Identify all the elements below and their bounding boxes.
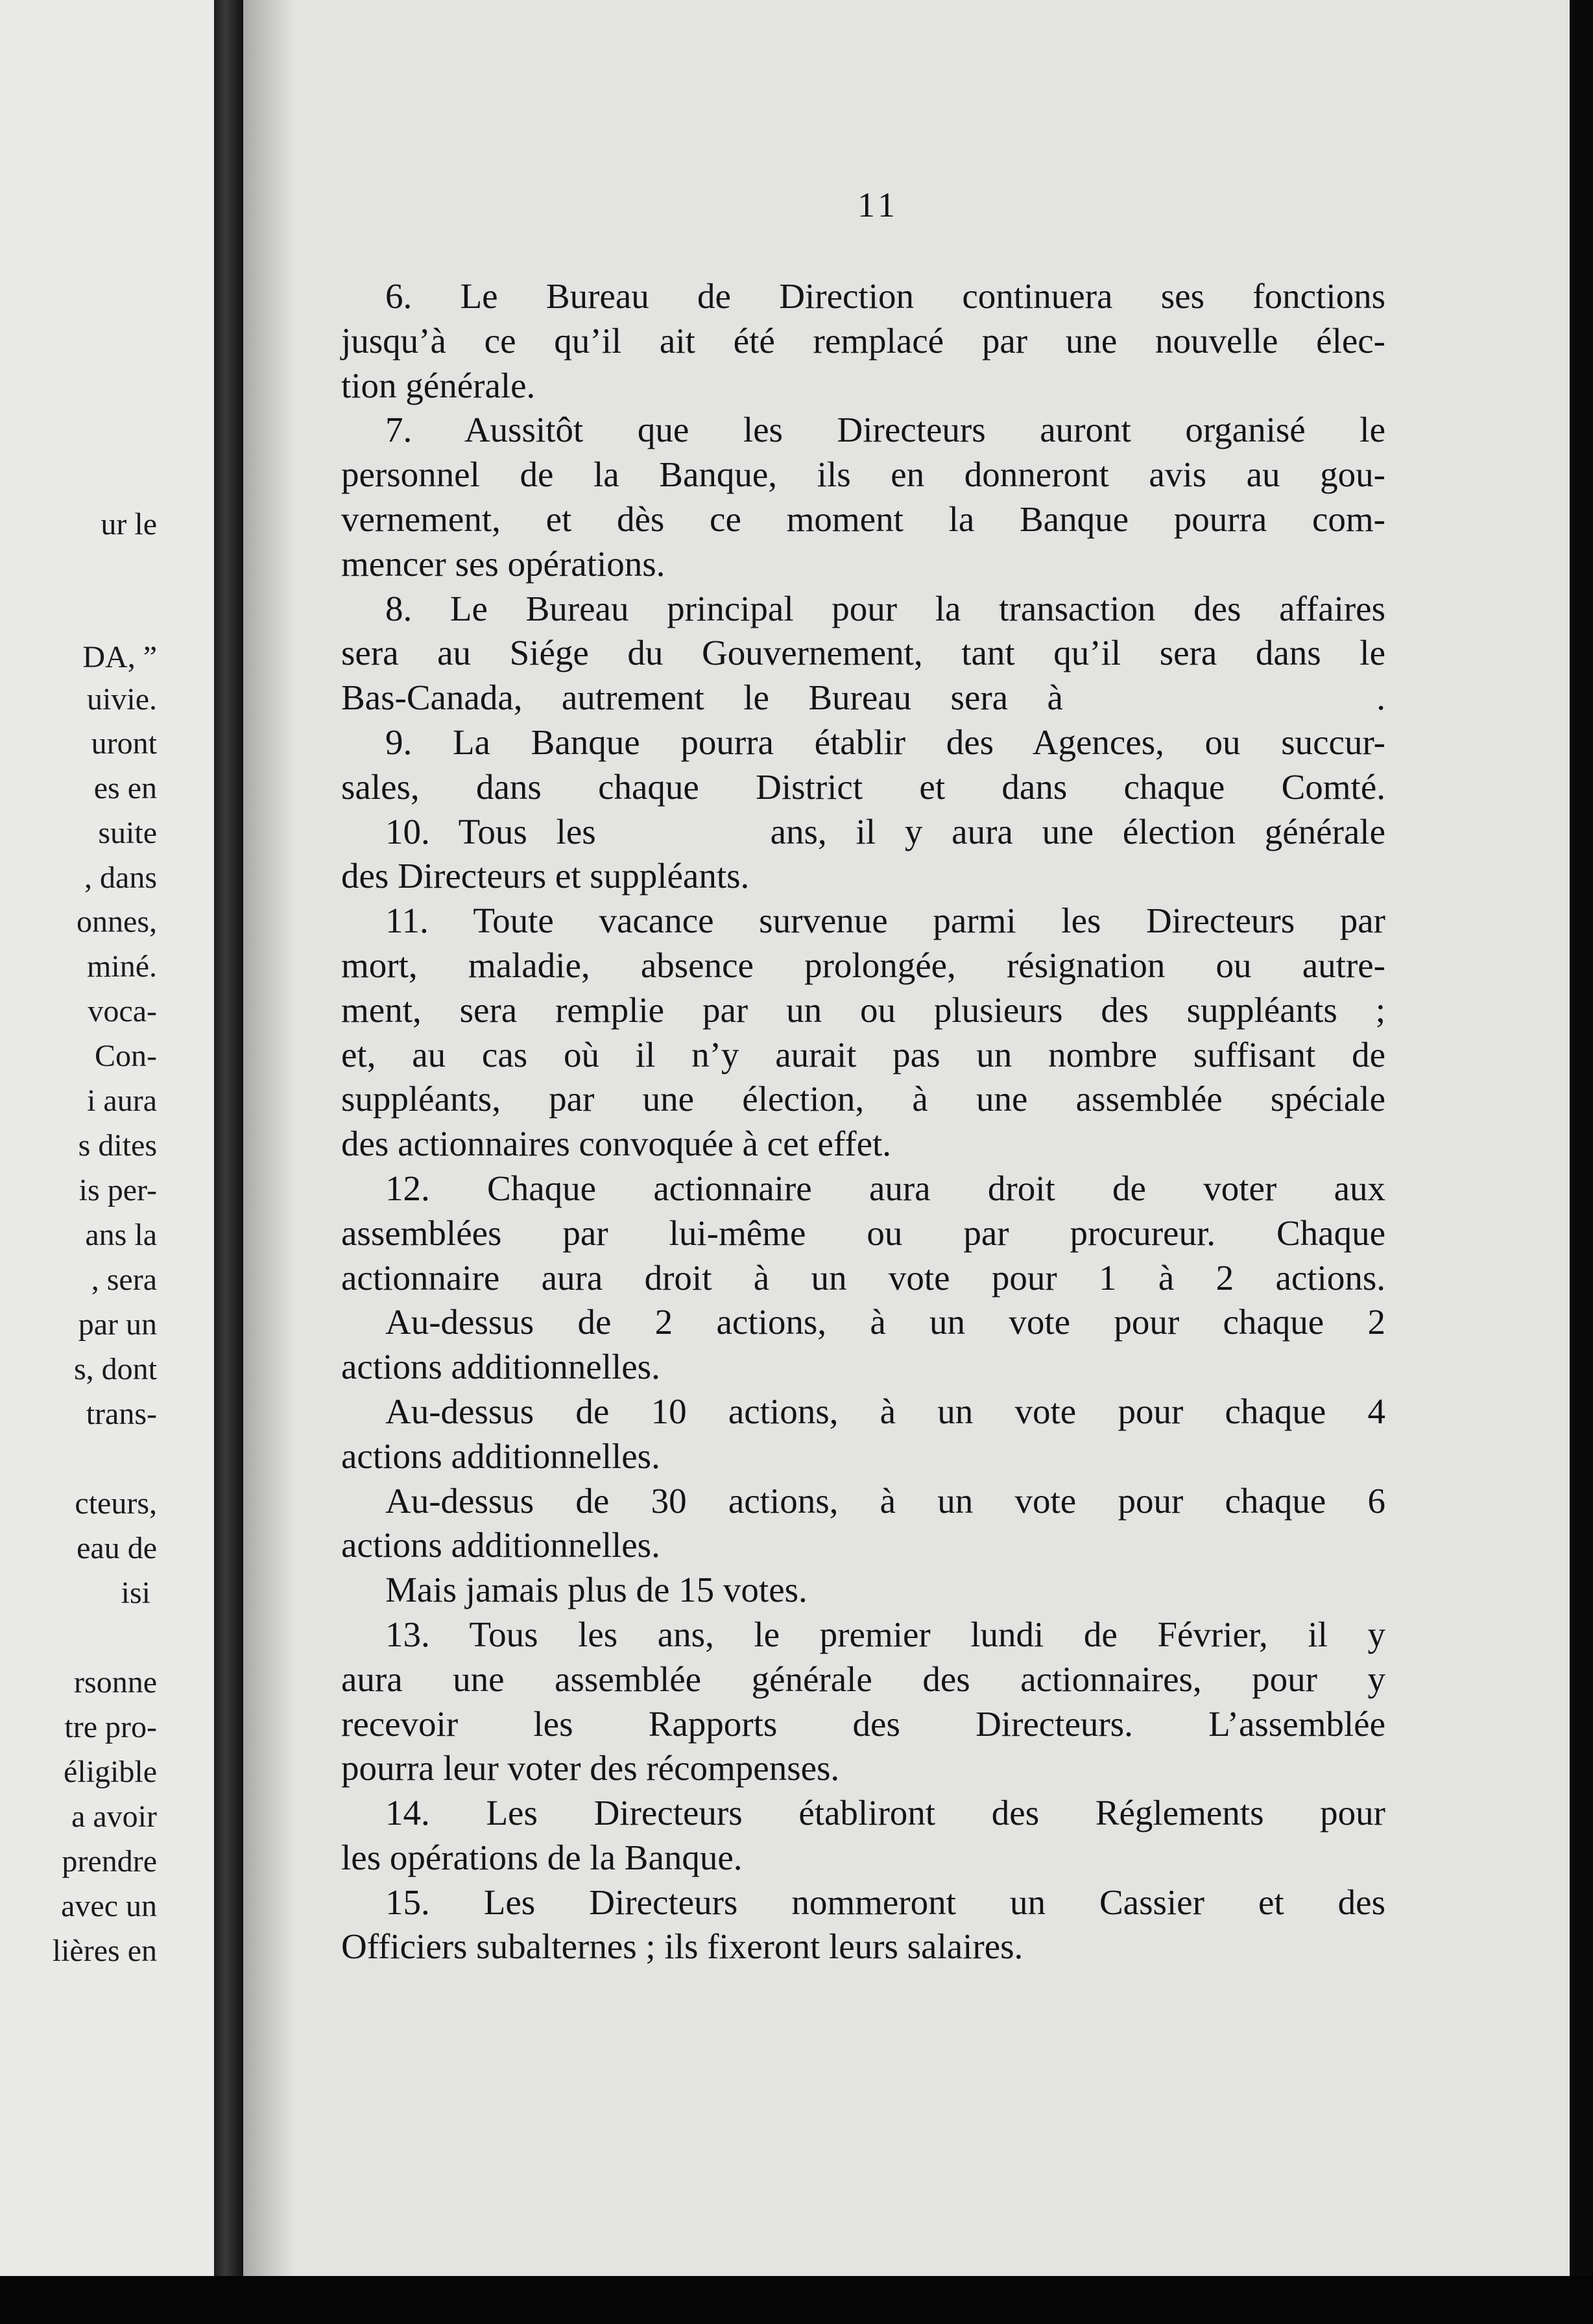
text-line: actions additionnelles.: [341, 1436, 660, 1476]
text-line: 15. Les Directeurs nommeront un Cassier et des: [385, 1882, 1385, 1922]
left-page-line: es en: [93, 771, 157, 805]
book-gutter: [214, 0, 243, 2276]
text-line: Au-dessus de 10 actions, à un vote pour chaque 4: [385, 1391, 1385, 1431]
text-line: et, au cas où il n’y aurait pas un nombre suffisant de: [341, 1034, 1385, 1074]
left-page-line: s dites: [78, 1128, 157, 1163]
text-line: personnel de la Banque, ils en donneront avis au gou-: [341, 455, 1385, 495]
body-text: [341, 274, 1385, 1969]
left-page-line: a avoir: [71, 1799, 157, 1834]
left-page-line: isi: [121, 1576, 150, 1610]
left-page-line: lières en: [52, 1934, 157, 1968]
left-page-line: , dans: [84, 860, 157, 895]
text-line: 12. Chaque actionnaire aura droit de voter aux: [385, 1168, 1385, 1208]
text-line: vernement, et dès ce moment la Banque pourra com-: [341, 499, 1385, 539]
text-line: 7. Aussitôt que les Directeurs auront organisé le: [385, 410, 1385, 450]
left-page-line: DA, ”: [82, 640, 157, 674]
text-line: 10. Tous les ans, il y aura une élection générale: [385, 811, 1385, 851]
text-line: Mais jamais plus de 15 votes.: [385, 1570, 808, 1610]
text-line: ment, sera remplie par un ou plusieurs des suppléants ;: [341, 990, 1385, 1030]
left-page-line: trans-: [86, 1397, 157, 1431]
left-page-line: avec un: [61, 1889, 157, 1923]
text-line: Bas-Canada, autrement le Bureau sera à .: [341, 678, 1385, 718]
text-line: mort, maladie, absence prolongée, résignation ou autre-: [341, 945, 1385, 985]
text-line: Au-dessus de 30 actions, à un vote pour chaque 6: [385, 1480, 1385, 1521]
left-page-line: onnes,: [77, 905, 157, 939]
text-line: des actionnaires convoquée à cet effet.: [341, 1124, 892, 1164]
left-page-line: is per-: [78, 1173, 157, 1207]
text-line: 8. Le Bureau principal pour la transaction des affaires: [385, 588, 1385, 628]
left-page-line: rsonne: [74, 1665, 157, 1700]
scan-right-border: [1570, 0, 1593, 2276]
text-line: aura une assemblée générale des actionnaires, pour y: [341, 1659, 1385, 1699]
text-line: sales, dans chaque District et dans chaque Comté.: [341, 766, 1385, 807]
left-page-line: prendre: [62, 1844, 157, 1879]
text-line: suppléants, par une élection, à une assemblée spéciale: [341, 1079, 1385, 1119]
left-facing-page: [0, 0, 215, 2276]
text-line: 6. Le Bureau de Direction continuera ses fonctions: [385, 276, 1385, 316]
left-page-line: i aura: [87, 1084, 157, 1118]
left-page-line: suite: [98, 816, 157, 850]
text-line: des Directeurs et suppléants.: [341, 856, 750, 896]
text-line: actionnaire aura droit à un vote pour 1 à 2 actions.: [341, 1257, 1385, 1298]
left-page-line: ur le: [101, 507, 157, 541]
text-line: tion générale.: [341, 365, 536, 405]
left-page-line: uront: [91, 726, 157, 761]
left-page-line: s, dont: [73, 1352, 157, 1386]
left-page-line: par un: [78, 1307, 157, 1342]
text-line: les opérations de la Banque.: [341, 1837, 743, 1877]
text-line: actions additionnelles.: [341, 1525, 660, 1565]
text-line: 11. Toute vacance survenue parmi les Directeurs par: [385, 901, 1385, 941]
text-line: assemblées par lui-même ou par procureur. Chaque: [341, 1213, 1385, 1253]
left-page-line: éligible: [64, 1755, 157, 1789]
text-line: sera au Siége du Gouvernement, tant qu’il sera dans le: [341, 633, 1385, 673]
text-line: jusqu’à ce qu’il ait été remplacé par une nouvelle élec-: [341, 320, 1385, 361]
text-line: actions additionnelles.: [341, 1347, 660, 1387]
page-number: 11: [857, 185, 899, 224]
left-page-line: ans la: [85, 1218, 157, 1252]
left-page-line: , sera: [91, 1263, 157, 1297]
left-page-line: cteurs,: [75, 1486, 157, 1521]
left-page-line: voca-: [88, 994, 157, 1028]
text-line: pourra leur voter des récompenses.: [341, 1748, 840, 1788]
text-line: Au-dessus de 2 actions, à un vote pour chaque 2: [385, 1302, 1385, 1342]
text-line: mencer ses opérations.: [341, 543, 665, 584]
text-line: 9. La Banque pourra établir des Agences, ou succur-: [385, 722, 1385, 762]
left-page-line: eau de: [77, 1531, 157, 1565]
text-line: 13. Tous les ans, le premier lundi de Février, il y: [385, 1614, 1385, 1654]
left-page-line: miné.: [87, 949, 157, 984]
left-page-line: tre pro-: [64, 1710, 157, 1744]
gutter-shadow: [243, 0, 295, 2276]
left-page-line: Con-: [95, 1039, 157, 1073]
text-line: recevoir les Rapports des Directeurs. L’assemblée: [341, 1703, 1385, 1744]
text-line: Officiers subalternes ; ils fixeront leurs salaires.: [341, 1927, 1024, 1967]
text-line: 14. Les Directeurs établiront des Réglements pour: [385, 1793, 1385, 1833]
scan-bottom-border: [0, 2276, 1593, 2324]
left-page-line: uivie.: [87, 682, 157, 717]
